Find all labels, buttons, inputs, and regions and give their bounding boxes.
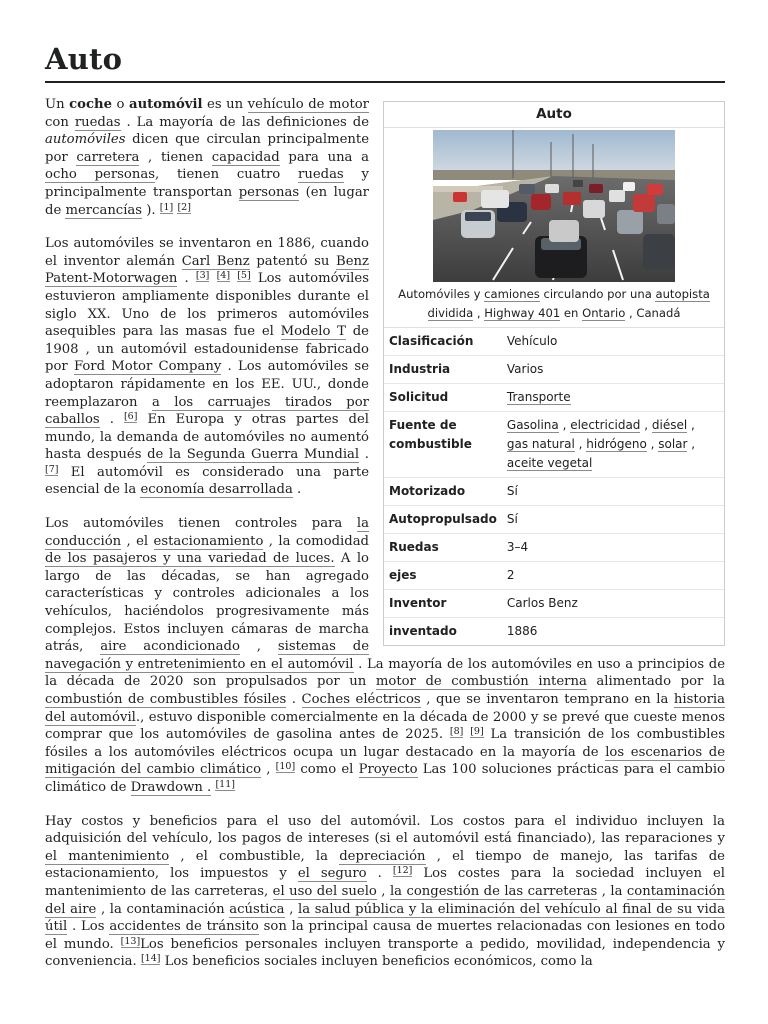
article-link[interactable]: Carl Benz [181,253,250,269]
infobox-key: Clasificación [384,328,502,356]
text-run: En Europa y otras partes del mundo, la demanda de automóviles no aumentó hasta después [45,412,369,463]
infobox-value: Carlos Benz [502,590,724,618]
article-link[interactable]: ruedas [298,167,344,183]
article-link[interactable]: personas [238,184,300,200]
separator: , [687,418,695,432]
article-link[interactable]: combustión de combustibles fósiles [45,692,287,707]
citation [124,411,137,423]
text-run: . [366,866,393,882]
text-run: Los automóviles estuvieron ampliamente disponibles durante el siglo XX. Uno de los primeros automóviles asequibles para las masas fue el [45,271,369,340]
article-link[interactable]: historia del automóvil [45,692,725,725]
citation-link[interactable]: [14] [140,953,161,965]
citation [237,270,250,282]
text-run: El automóvil es considerado una parte esencial de la [45,464,369,498]
separator: , [646,437,659,451]
separator: , [687,437,696,451]
page-title: Auto [45,42,123,76]
infobox-row [384,384,724,412]
article-body [45,96,725,987]
infobox-key: Solicitud [384,384,502,412]
text-run: son la principal causa de muertes relacionadas con lesiones en todo el mundo. [45,919,726,952]
text-run: o [112,97,130,112]
text-run: . [286,692,302,707]
infobox-key: Fuente de combustible [384,412,502,478]
text-run: , tienen [139,149,212,165]
citation-link[interactable]: [11] [215,778,235,790]
article-link[interactable]: la congestión de las carreteras [389,883,598,899]
separator: , [640,418,652,432]
infobox-key: Motorizado [384,478,502,506]
text-run: ). [142,202,160,218]
citation-link[interactable]: [6] [123,411,138,423]
infobox [383,101,725,646]
article-link[interactable]: Ford Motor Company [73,359,222,375]
infobox-row [384,412,724,478]
citation [45,464,58,476]
caption-link-highway-401[interactable]: Highway 401 [484,306,561,320]
fuel-link-gasolina[interactable]: Gasolina [506,418,559,432]
fuel-link-gas-natural[interactable]: gas natural [506,437,575,451]
text-run: A lo largo de las décadas, se han agregado características y controles adicionales a los vehículos, haciéndolos progresivamente más complejos. Estos incluyen cámaras de marcha atrás, [45,551,369,655]
text-run: ., estuvo disponible comercialmente en la década de 2000 y se prevé que cueste menos comprar que los automóviles de gasolina antes de 2025. [45,709,725,743]
infobox-table [384,328,724,645]
bold-term: coche [69,97,112,112]
citation-link[interactable]: [1] [159,201,174,213]
citation [121,936,141,948]
text-run: Hay costos y beneficios para el uso del automóvil. Los costos para el individuo incluyen la adquisición del vehículo, los pagos de intereses (si el automóvil está financiado), las reparaciones y [45,813,725,847]
citation-link[interactable]: [7] [45,463,59,475]
article-link[interactable]: Benz Patent-Motorwagen [45,253,369,287]
article-link[interactable]: mercancías [65,202,143,218]
infobox-title: Auto [384,102,724,128]
infobox-value: Varios [502,356,724,384]
infobox-key: Autopropulsado [384,506,502,534]
citation-link[interactable]: [13] [120,935,141,947]
text-run: , tienen cuatro [154,167,299,183]
infobox-value: Vehículo [502,328,724,356]
caption-text: circulando por una [539,287,656,301]
text-run: Los beneficios personales incluyen transporte a pedido, movilidad, independencia y conveniencia. [45,936,725,970]
text-run: Los beneficios sociales incluyen beneficios económicos, como la [160,954,593,970]
citation [160,202,173,214]
article-link[interactable]: ocho personas [45,167,155,183]
text-run: La transición de los combustibles fósiles a los automóviles eléctricos ocupa un lugar destacado en la mayoría de [45,727,725,760]
title-divider [45,81,725,83]
infobox-key: Industria [384,356,502,384]
infobox-key: Inventor [384,590,502,618]
text-run: dicen que circulan principalmente por [45,132,369,165]
article-link[interactable]: estacionamiento [153,533,264,549]
text-run: alimentado por la [586,674,725,690]
citation [450,726,463,738]
infobox-row [384,534,724,562]
highway-traffic-photo[interactable] [433,130,675,282]
caption-link-camiones[interactable]: camiones [484,287,540,301]
article-link[interactable]: sistemas de navegación y entretenimiento en el automóvil [45,639,370,672]
fuel-link-aceite-vegetal[interactable]: aceite vegetal [506,456,593,470]
caption-text: , Canadá [625,306,681,320]
caption-text: , [473,306,485,320]
text-run: para una a [279,149,369,165]
infobox-row [384,590,724,618]
text-run: , el combustible, la [169,848,340,864]
separator: , [574,437,587,451]
infobox-row [384,506,724,534]
text-run: como el [295,762,359,778]
article-link[interactable]: Modelo T [280,324,346,340]
article-link[interactable]: Drawdown . [130,779,212,795]
caption-text: Automóviles y [398,287,485,301]
citation-link[interactable]: [4] [216,270,231,282]
infobox-value: Sí [502,478,724,506]
citation [393,865,413,877]
caption-text: en [560,306,583,320]
infobox-row [384,356,724,384]
infobox-value: 1886 [506,624,538,638]
citation [196,270,209,282]
caption-link-autopista[interactable]: autopista dividida [427,287,710,320]
infobox-value: 3–4 [502,534,724,562]
text-run: , [261,762,276,778]
text-run: . [292,482,302,498]
text-run: patentó su [249,253,337,269]
text-run: . Los automóviles se adoptaron rápidamente en los EE. UU., donde reemplazaron [45,359,370,410]
text-run: . [177,271,196,287]
text-run: Los automóviles tienen controles para [45,516,357,532]
text-run: con [45,114,75,130]
citation-link[interactable]: [9] [470,726,484,738]
fuel-link-diesel[interactable]: diésel [651,418,688,432]
fuel-link-hidrogeno[interactable]: hidrógeno [586,437,647,451]
citation [141,953,161,965]
citation [177,202,190,214]
fuel-link-electricidad[interactable]: electricidad [570,418,641,432]
article-link[interactable]: de la Segunda Guerra Mundial [147,447,360,463]
infobox-caption [384,282,724,328]
text-run: . La mayoría de los automóviles en uso a principios de la década de 2020 son propulsados por un [45,656,726,690]
caption-link-ontario[interactable]: Ontario [582,306,626,320]
text-run: Los costes para la sociedad incluyen el mantenimiento de las carreteras, [45,866,726,899]
text-run: , la contaminación [96,901,230,917]
citation-link[interactable]: [8] [449,726,464,738]
fuel-values [502,412,724,478]
bold-term: automóvil [129,97,203,112]
citation-link[interactable]: [2] [177,201,191,213]
citation-link[interactable]: [5] [237,270,251,282]
text-run: , el [121,533,154,549]
article-link[interactable]: contaminación del aire [45,883,726,917]
article-link[interactable]: ruedas [74,114,121,130]
text-run: , que se inventaron temprano en la [420,692,674,707]
text-run: , la [597,883,627,899]
text-run: Los automóviles se inventaron en 1886, cuando el inventor alemán [45,236,369,269]
infobox-row [384,328,724,356]
infobox-key: inventado [389,624,457,638]
article-link[interactable]: la conducción [45,516,369,549]
article-link[interactable]: carretera [76,149,140,165]
text-run: de 1908 , un automóvil estadounidense fabricado por [45,324,369,375]
italic-term: automóviles [45,132,126,148]
text-run: , [284,901,299,917]
text-run: . [359,447,369,463]
infobox-row [384,562,724,590]
article-link[interactable]: accidentes de tránsito [109,919,259,935]
fuel-link-solar[interactable]: solar [658,437,688,451]
citation-link[interactable]: [12] [392,865,413,877]
infobox-key: Ruedas [384,534,502,562]
text-run [209,271,216,286]
citation-link[interactable]: [3] [195,270,210,282]
article-link[interactable]: a los carruajes tirados por caballos [45,394,369,428]
separator: , [558,418,571,432]
text-run: , [239,639,278,655]
text-run: . La mayoría de las definiciones de [120,114,370,130]
paragraph [45,813,725,971]
article-link[interactable]: vehículo de motor [247,97,369,112]
citation [470,726,483,738]
article-link[interactable]: capacidad [211,149,280,165]
article-link[interactable]: aire acondicionado [100,639,240,655]
article-link[interactable]: depreciación [339,848,426,864]
article-link[interactable]: Proyecto [358,762,418,778]
citation-link[interactable]: [10] [275,761,296,773]
article-link[interactable]: motor de combustión interna [375,674,587,690]
article-link[interactable]: los escenarios de mitigación del cambio climático [45,744,725,778]
text-run: (en lugar de [45,184,369,218]
text-run: , la comodidad [263,533,369,549]
text-run: . [99,412,124,428]
text-run: es un [202,97,248,112]
text-run: , el tiempo de manejo, las tarifas de estacionamiento, los impuestos y [45,848,725,882]
article-link[interactable]: acústica [229,901,285,917]
article-link[interactable]: la salud pública y la eliminación del vehículo al final de su vida útil [45,901,725,935]
citation [217,270,230,282]
infobox-key: ejes [384,562,502,590]
text-run: , [376,883,390,899]
text-run: . Los [67,919,110,935]
infobox-row [384,478,724,506]
article-link[interactable]: el seguro [297,866,367,882]
text-run: Las 100 soluciones prácticas para el cambio climático de [45,762,725,795]
article-link[interactable]: el uso del suelo [272,883,377,899]
article-link[interactable]: economía desarrollada [140,482,293,498]
article-link[interactable]: el mantenimiento [45,848,170,864]
text-run: y principalmente transportan [45,167,369,200]
infobox-row [384,618,724,646]
article-link[interactable]: Coches eléctricos [301,692,421,707]
infobox-value: Sí [502,506,724,534]
citation [215,779,235,791]
infobox-value: 2 [502,562,724,590]
article-link[interactable]: de los pasajeros y una variedad de luces. [45,551,335,567]
citation [276,761,296,773]
infobox-link-transporte[interactable]: Transporte [506,390,571,404]
text-run: Un [45,97,70,112]
